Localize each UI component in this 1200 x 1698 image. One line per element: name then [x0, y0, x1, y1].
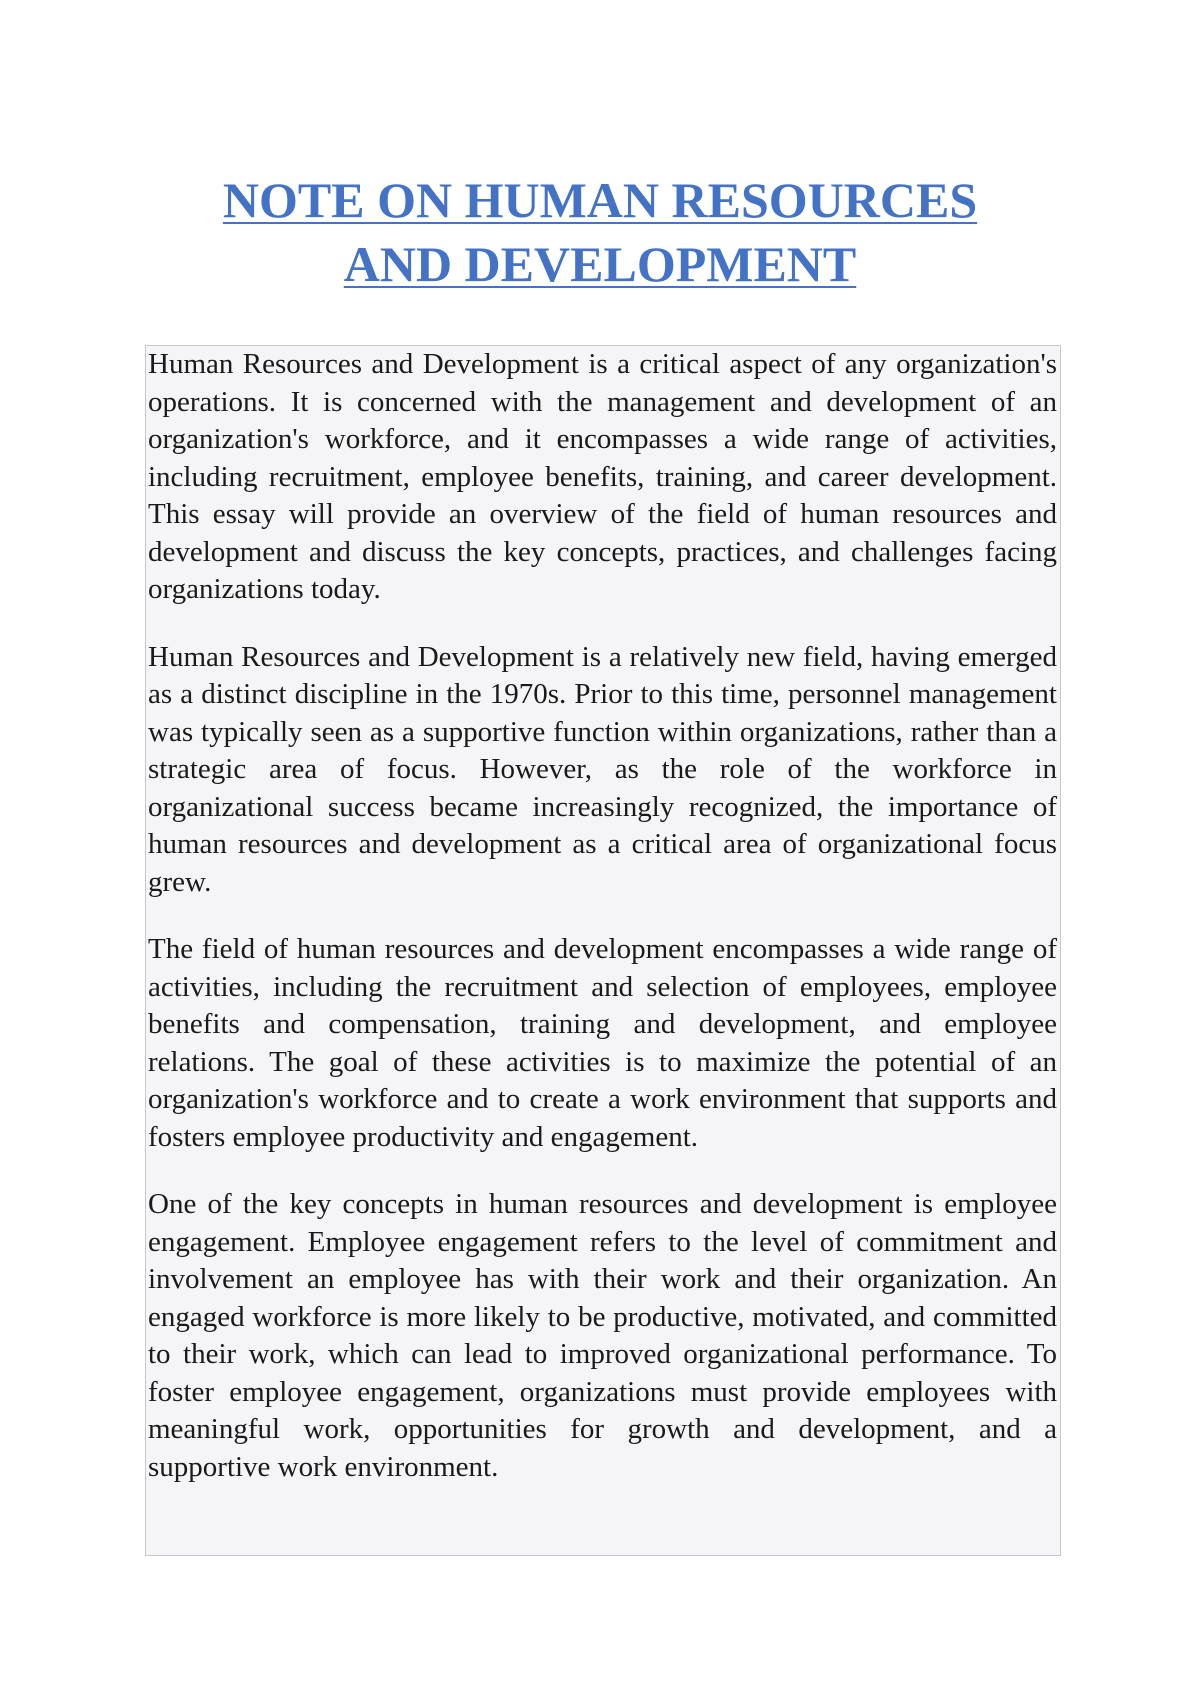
page-title: [120, 168, 1080, 296]
body-text-box: [145, 345, 1061, 1556]
paragraph-activities: The field of human resources and development encompasses a wide range of activities, including the recruitment and selection of employees, employee benefits and compensation, training and development, and employee relations. The goal of these activities is to maximize the potential of an organization's workforce and to create a work environment that supports and fosters employee productivity and engagement.: [148, 933, 1057, 1153]
paragraph-history: Human Resources and Development is a relatively new field, having emerged as a distinct discipline in the 1970s. Prior to this time, personnel management was typically seen as a supportive function within organizations, rather than a strategic area of focus. However, as the role of the workforce in organizational success became increasingly recognized, the importance of human resources and development as a critical area of organizational focus grew.: [148, 640, 1057, 898]
title-line-1: NOTE ON HUMAN RESOURCES: [222, 172, 978, 228]
paragraph-intro: Human Resources and Development is a critical aspect of any organization's operations. It is concerned with the management and development of an organization's workforce, and it encompasses a wide range of activities, including recruitment, employee benefits, training, and career development. This essay will provide an overview of the field of human resources and development and discuss the key concepts, practices, and challenges facing organizations today.: [148, 348, 1057, 605]
title-line-2: AND DEVELOPMENT: [343, 236, 857, 292]
paragraph-engagement: One of the key concepts in human resources and development is employee engagement. Employee engagement refers to the level of commitment and involvement an employee has with their work and their organization. An engaged workforce is more likely to be productive, motivated, and committed to their work, which can lead to improved organizational performance. To foster employee engagement, organizations must provide employees with meaningful work, opportunities for growth and development, and a supportive work environment.: [148, 1188, 1057, 1483]
